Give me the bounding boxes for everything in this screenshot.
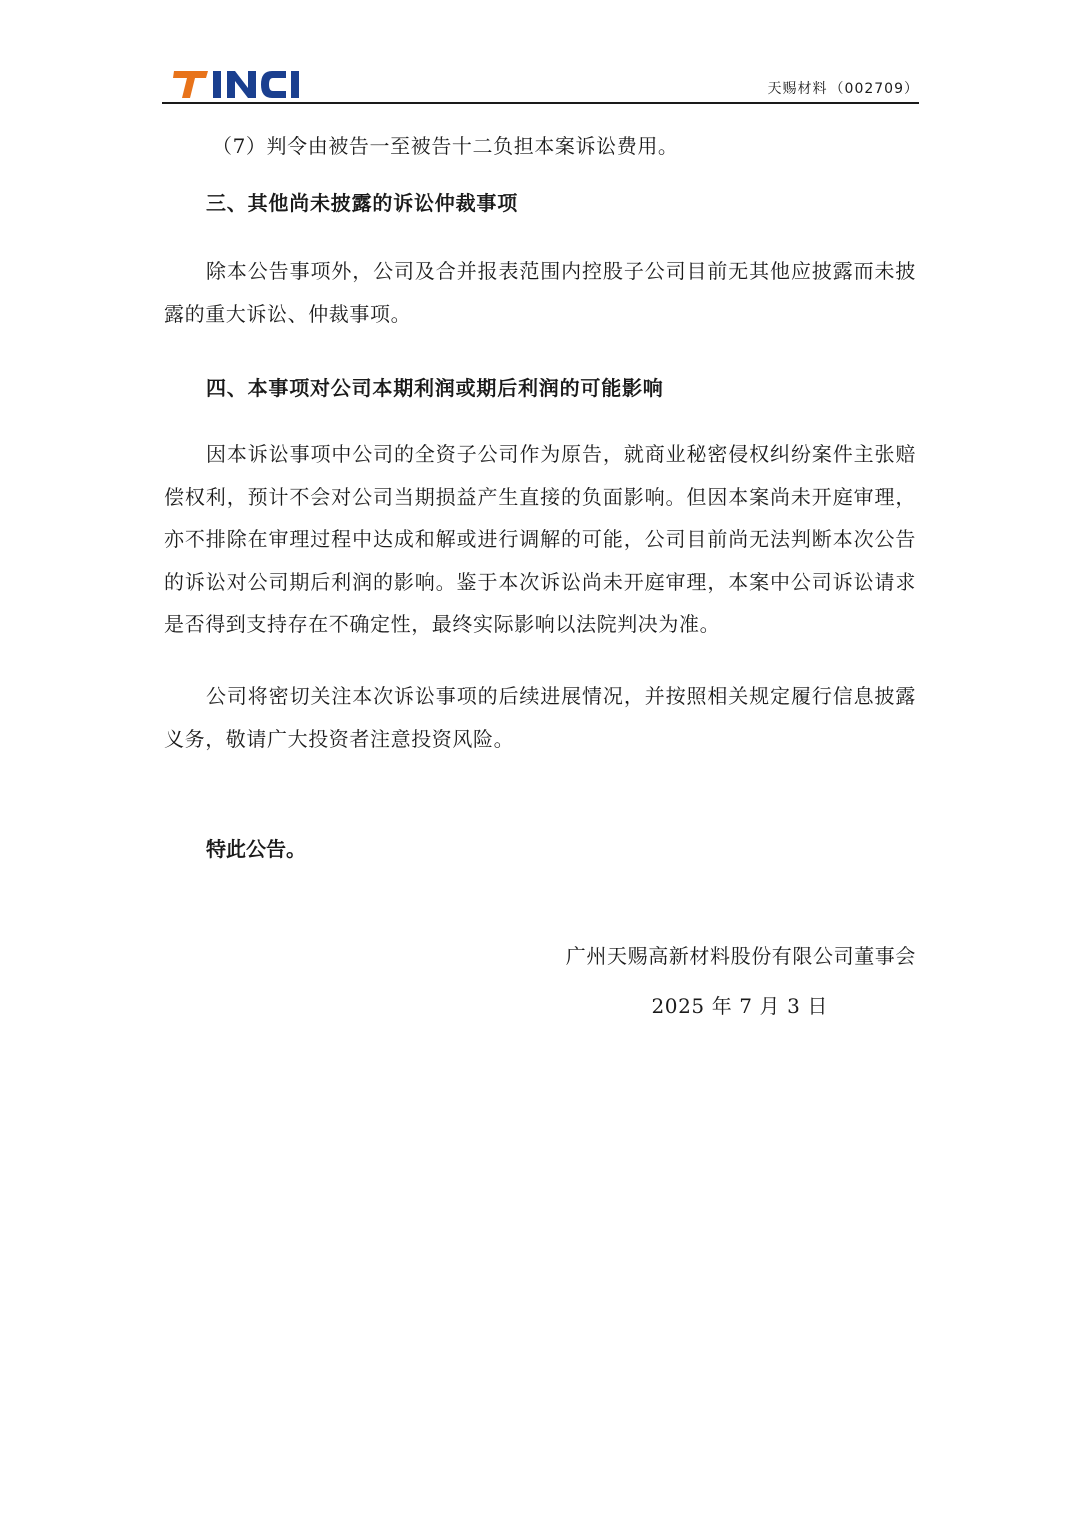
litigation-item-7: （7）判令由被告一至被告十二负担本案诉讼费用。: [212, 134, 679, 158]
tinci-logo: [172, 68, 306, 100]
section-4-paragraph-1: 因本诉讼事项中公司的全资子公司作为原告，就商业秘密侵权纠纷案件主张赔偿权利，预计不会对公司当期损益产生直接的负面影响。但因本案尚未开庭审理，亦不排除在审理过程中达成和解或进行调解的可能，公司目前尚无法判断本次公告的诉讼对公司期后利润的影响。鉴于本次诉讼尚未开庭审理，本案中公司诉讼请求是否得到支持存在不确定性，最终实际影响以法院判决为准。: [164, 442, 916, 636]
section-3-paragraph: 除本公告事项外，公司及合并报表范围内控股子公司目前无其他应披露而未披露的重大诉讼、仲裁事项。: [164, 259, 916, 326]
section-3-heading: 三、其他尚未披露的诉讼仲裁事项: [206, 191, 518, 215]
page-header: [162, 66, 919, 104]
closing-statement: 特此公告。: [206, 837, 306, 861]
section-4-paragraph-2: 公司将密切关注本次诉讼事项的后续进展情况，并按照相关规定履行信息披露义务，敬请广大投资者注意投资风险。: [164, 684, 916, 751]
section-4-heading: 四、本事项对公司本期利润或期后利润的可能影响: [206, 376, 664, 400]
header-company-name: 天赐材料: [767, 81, 828, 97]
header-company-code: [768, 78, 919, 98]
signature-board: 广州天赐高新材料股份有限公司董事会: [565, 944, 916, 968]
signature-date: 2025 年 7 月 3 日: [651, 994, 828, 1018]
header-stock-code: （002709）: [829, 81, 919, 97]
